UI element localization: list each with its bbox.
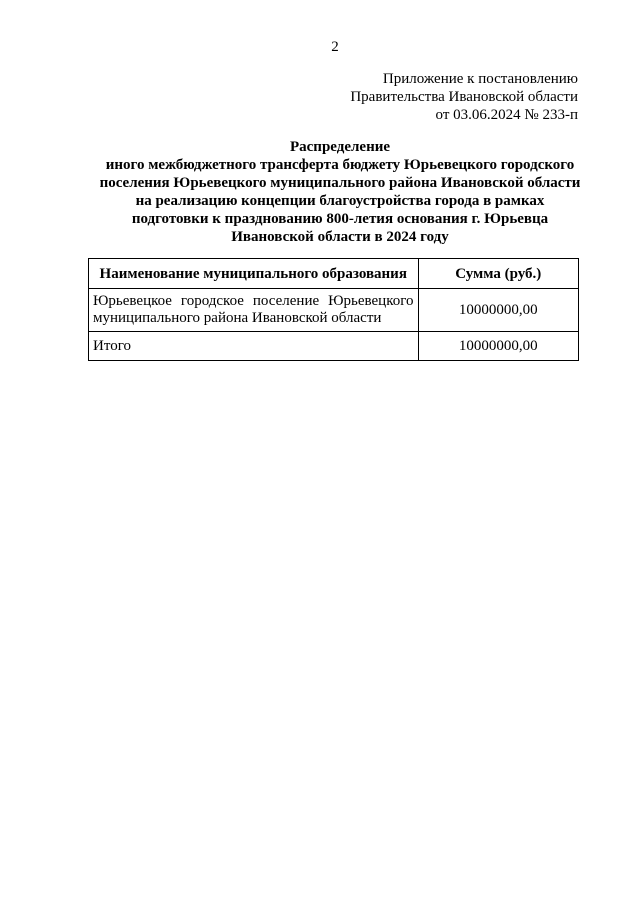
- total-label: Итого: [89, 332, 419, 361]
- header-sum: Сумма (руб.): [418, 259, 578, 289]
- title-line-3: поселения Юрьевецкого муниципального района Ивановской области: [99, 175, 581, 191]
- appendix-line-2: Правительства Ивановской области: [350, 89, 578, 105]
- title-line-1: Распределение: [289, 139, 391, 155]
- appendix-line-1: Приложение к постановлению: [382, 71, 578, 87]
- row-sum: 10000000,00: [418, 289, 578, 332]
- total-sum: 10000000,00: [418, 332, 578, 361]
- title-line-4: на реализацию концепции благоустройства города в рамках: [135, 193, 545, 209]
- appendix-line-3: от 03.06.2024 № 233-п: [435, 107, 578, 123]
- title-line-2: иного межбюджетного трансферта бюджету Юрьевецкого городского: [105, 157, 575, 173]
- header-name: Наименование муниципального образования: [89, 259, 419, 289]
- appendix-note: [350, 70, 578, 124]
- table-row: [89, 289, 579, 332]
- table-header-row: [89, 259, 579, 289]
- row-name: Юрьевецкое городское поселение Юрьевецкого муниципального района Ивановской области: [89, 289, 419, 332]
- title-line-6: Ивановской области в 2024 году: [231, 229, 449, 245]
- total-row: [89, 332, 579, 361]
- title-line-5: подготовки к празднованию 800-летия основания г. Юрьевца: [131, 211, 549, 227]
- page-number: 2: [331, 39, 339, 55]
- document-title: [60, 138, 620, 246]
- allocation-table: [88, 258, 579, 361]
